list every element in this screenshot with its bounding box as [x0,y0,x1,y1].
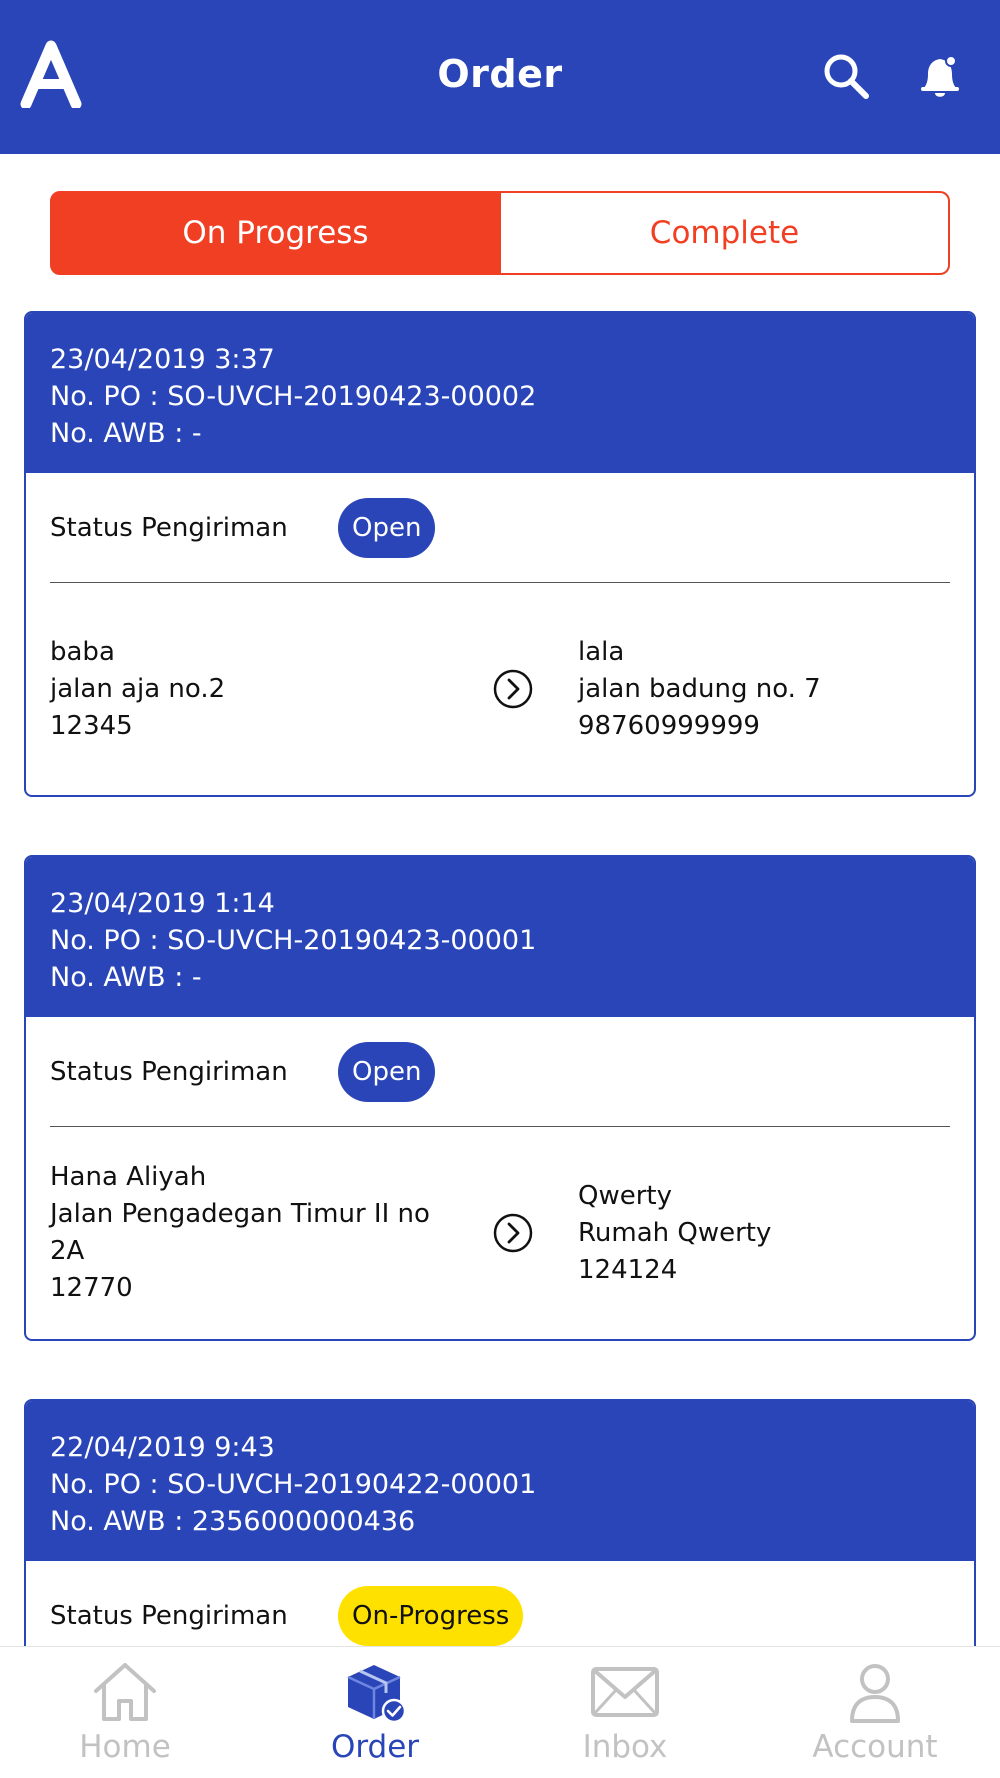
order-awb-number: No. AWB : - [50,418,202,449]
status-label: Status Pengiriman [50,1056,288,1087]
order-datetime: 23/04/2019 1:14 [50,888,275,919]
receiver-postal: 124124 [578,1254,678,1285]
envelope-icon [588,1657,662,1727]
receiver-postal: 98760999999 [578,710,760,741]
shipping-status-row [50,1017,950,1127]
order-awb-number: No. AWB : - [50,962,202,993]
notification-button[interactable] [914,50,966,102]
order-po-number: No. PO : SO-UVCH-20190423-00001 [50,925,537,956]
receiver-address [558,634,950,745]
order-card-header [26,1401,974,1561]
nav-home-label: Home [79,1729,171,1765]
bell-icon [914,50,966,102]
nav-order-label: Order [330,1729,420,1765]
order-card-header [26,857,974,1017]
order-datetime: 23/04/2019 3:37 [50,344,275,375]
nav-account-label: Account [812,1729,938,1765]
sender-street: Jalan Pengadegan Timur II no 2A [50,1199,430,1266]
order-awb-number: No. AWB : 2356000000436 [50,1506,416,1537]
receiver-name: lala [578,636,625,667]
sender-street: jalan aja no.2 [50,673,226,704]
status-label: Status Pengiriman [50,1601,288,1631]
order-card[interactable] [24,855,976,1341]
tab-complete[interactable]: Complete [501,191,950,275]
order-status-tabs [50,191,950,275]
user-icon [838,1657,912,1727]
status-badge: Open [338,498,435,558]
nav-order[interactable] [250,1647,500,1778]
nav-home[interactable] [0,1647,250,1778]
order-po-number: No. PO : SO-UVCH-20190423-00002 [50,381,537,412]
receiver-address [558,1178,950,1289]
status-badge: Open [338,1042,435,1102]
order-card-header [26,313,974,473]
sender-address [50,634,468,745]
receiver-street: jalan badung no. 7 [578,673,821,704]
app-header [0,0,1000,154]
order-po-number: No. PO : SO-UVCH-20190422-00001 [50,1469,537,1500]
sender-address [50,1159,468,1307]
nav-inbox-label: Inbox [582,1729,668,1765]
address-row [50,1127,950,1339]
order-box-icon [338,1657,412,1727]
sender-postal: 12345 [50,710,133,741]
sender-postal: 12770 [50,1273,133,1303]
bottom-nav [0,1646,1000,1778]
order-datetime: 22/04/2019 9:43 [50,1432,275,1463]
receiver-name: Qwerty [578,1180,672,1211]
receiver-street: Rumah Qwerty [578,1217,772,1248]
route-arrow[interactable] [468,1212,558,1254]
search-icon [820,50,872,102]
status-label: Status Pengiriman [50,512,288,543]
chevron-right-circle-icon [492,668,534,710]
search-button[interactable] [820,50,872,102]
shipping-status-row [50,473,950,583]
route-arrow[interactable] [468,668,558,710]
chevron-right-circle-icon [492,1212,534,1254]
address-row [50,583,950,795]
sender-name: baba [50,636,115,667]
nav-account[interactable] [750,1647,1000,1778]
page-title: Order [437,52,563,96]
nav-inbox[interactable] [500,1647,750,1778]
tab-on-progress[interactable]: On Progress [50,191,501,275]
sender-name: Hana Aliyah [50,1162,207,1192]
status-badge: On-Progress [338,1586,523,1646]
order-card[interactable] [24,311,976,797]
home-icon [88,1657,162,1727]
